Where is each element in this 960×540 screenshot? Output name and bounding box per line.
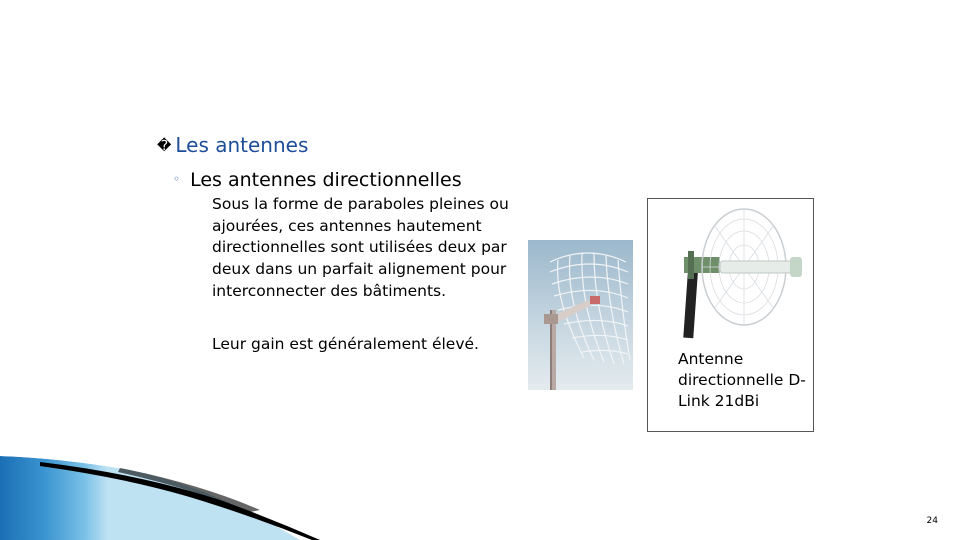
body-paragraph: Leur gain est généralement élevé.: [212, 335, 479, 353]
subheading-bullet: ◦: [173, 172, 181, 186]
dlink-dish-antenna-photo: [672, 205, 812, 350]
heading-text: Les antennes: [175, 133, 309, 157]
grid-parabolic-antenna-photo: [528, 240, 633, 390]
body-paragraph: Sous la forme de paraboles pleines ou ajourées, ces antennes hautement directionnelles sont utilisées deux par deux dans un parfait alignement pour interconnecter des bâtiments.: [212, 195, 509, 300]
heading-bullet: �: [157, 138, 172, 154]
slide-heading: [157, 131, 308, 160]
slide-subheading: [173, 166, 462, 193]
subheading-text: Les antennes directionnelles: [190, 169, 462, 191]
image-caption: Antenne directionnelle D-Link 21dBi: [678, 350, 806, 410]
decorative-wave-band: [0, 448, 960, 540]
page-number: 24: [926, 516, 938, 526]
